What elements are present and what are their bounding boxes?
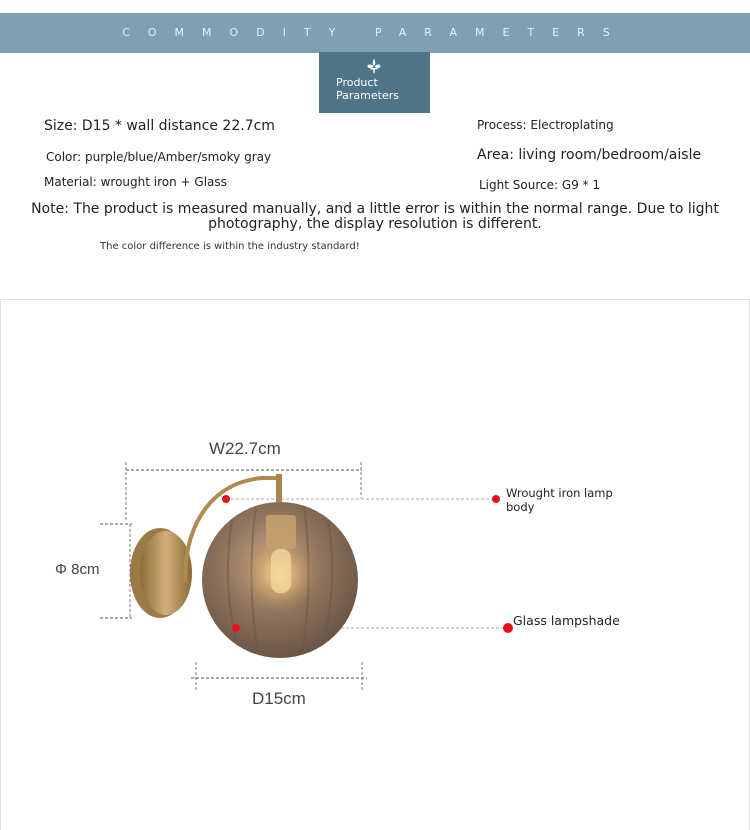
callout-lamp-body-line1: Wrought iron lamp — [506, 486, 613, 500]
param-light-source: Light Source: G9 * 1 — [479, 178, 601, 192]
shade-marker-left — [232, 624, 240, 632]
wall-plate — [130, 528, 192, 618]
tab-label-line2: Parameters — [336, 89, 399, 102]
param-process: Process: Electroplating — [477, 118, 614, 132]
body-marker-left — [222, 495, 230, 503]
color-difference-note: The color difference is within the industry standard! — [100, 241, 360, 252]
glass-lampshade — [202, 502, 358, 658]
lamp-stem — [276, 474, 282, 502]
param-size: Size: D15 * wall distance 22.7cm — [44, 118, 275, 134]
measurement-note: Note: The product is measured manually, and a little error is within the normal range. Due to light photography, the display resolution is different. — [31, 201, 719, 232]
param-material: Material: wrought iron + Glass — [44, 175, 227, 189]
diameter-label: Φ 8cm — [55, 561, 100, 578]
depth-label: D15cm — [252, 689, 306, 708]
param-color: Color: purple/blue/Amber/smoky gray — [46, 150, 272, 164]
callout-glass-lampshade: Glass lampshade — [513, 613, 620, 628]
callout-lamp-body — [506, 486, 613, 514]
depth-dimension — [191, 662, 367, 692]
body-marker-right — [492, 495, 500, 503]
shade-marker-right — [503, 623, 513, 633]
width-label: W22.7cm — [209, 439, 281, 458]
tab-label-line1: Product — [336, 76, 378, 89]
diameter-dimension — [100, 524, 132, 618]
banner-title: COMMODITY PARAMETERS — [122, 26, 628, 39]
param-area: Area: living room/bedroom/aisle — [477, 147, 702, 163]
callout-lamp-body-line2: body — [506, 500, 535, 514]
